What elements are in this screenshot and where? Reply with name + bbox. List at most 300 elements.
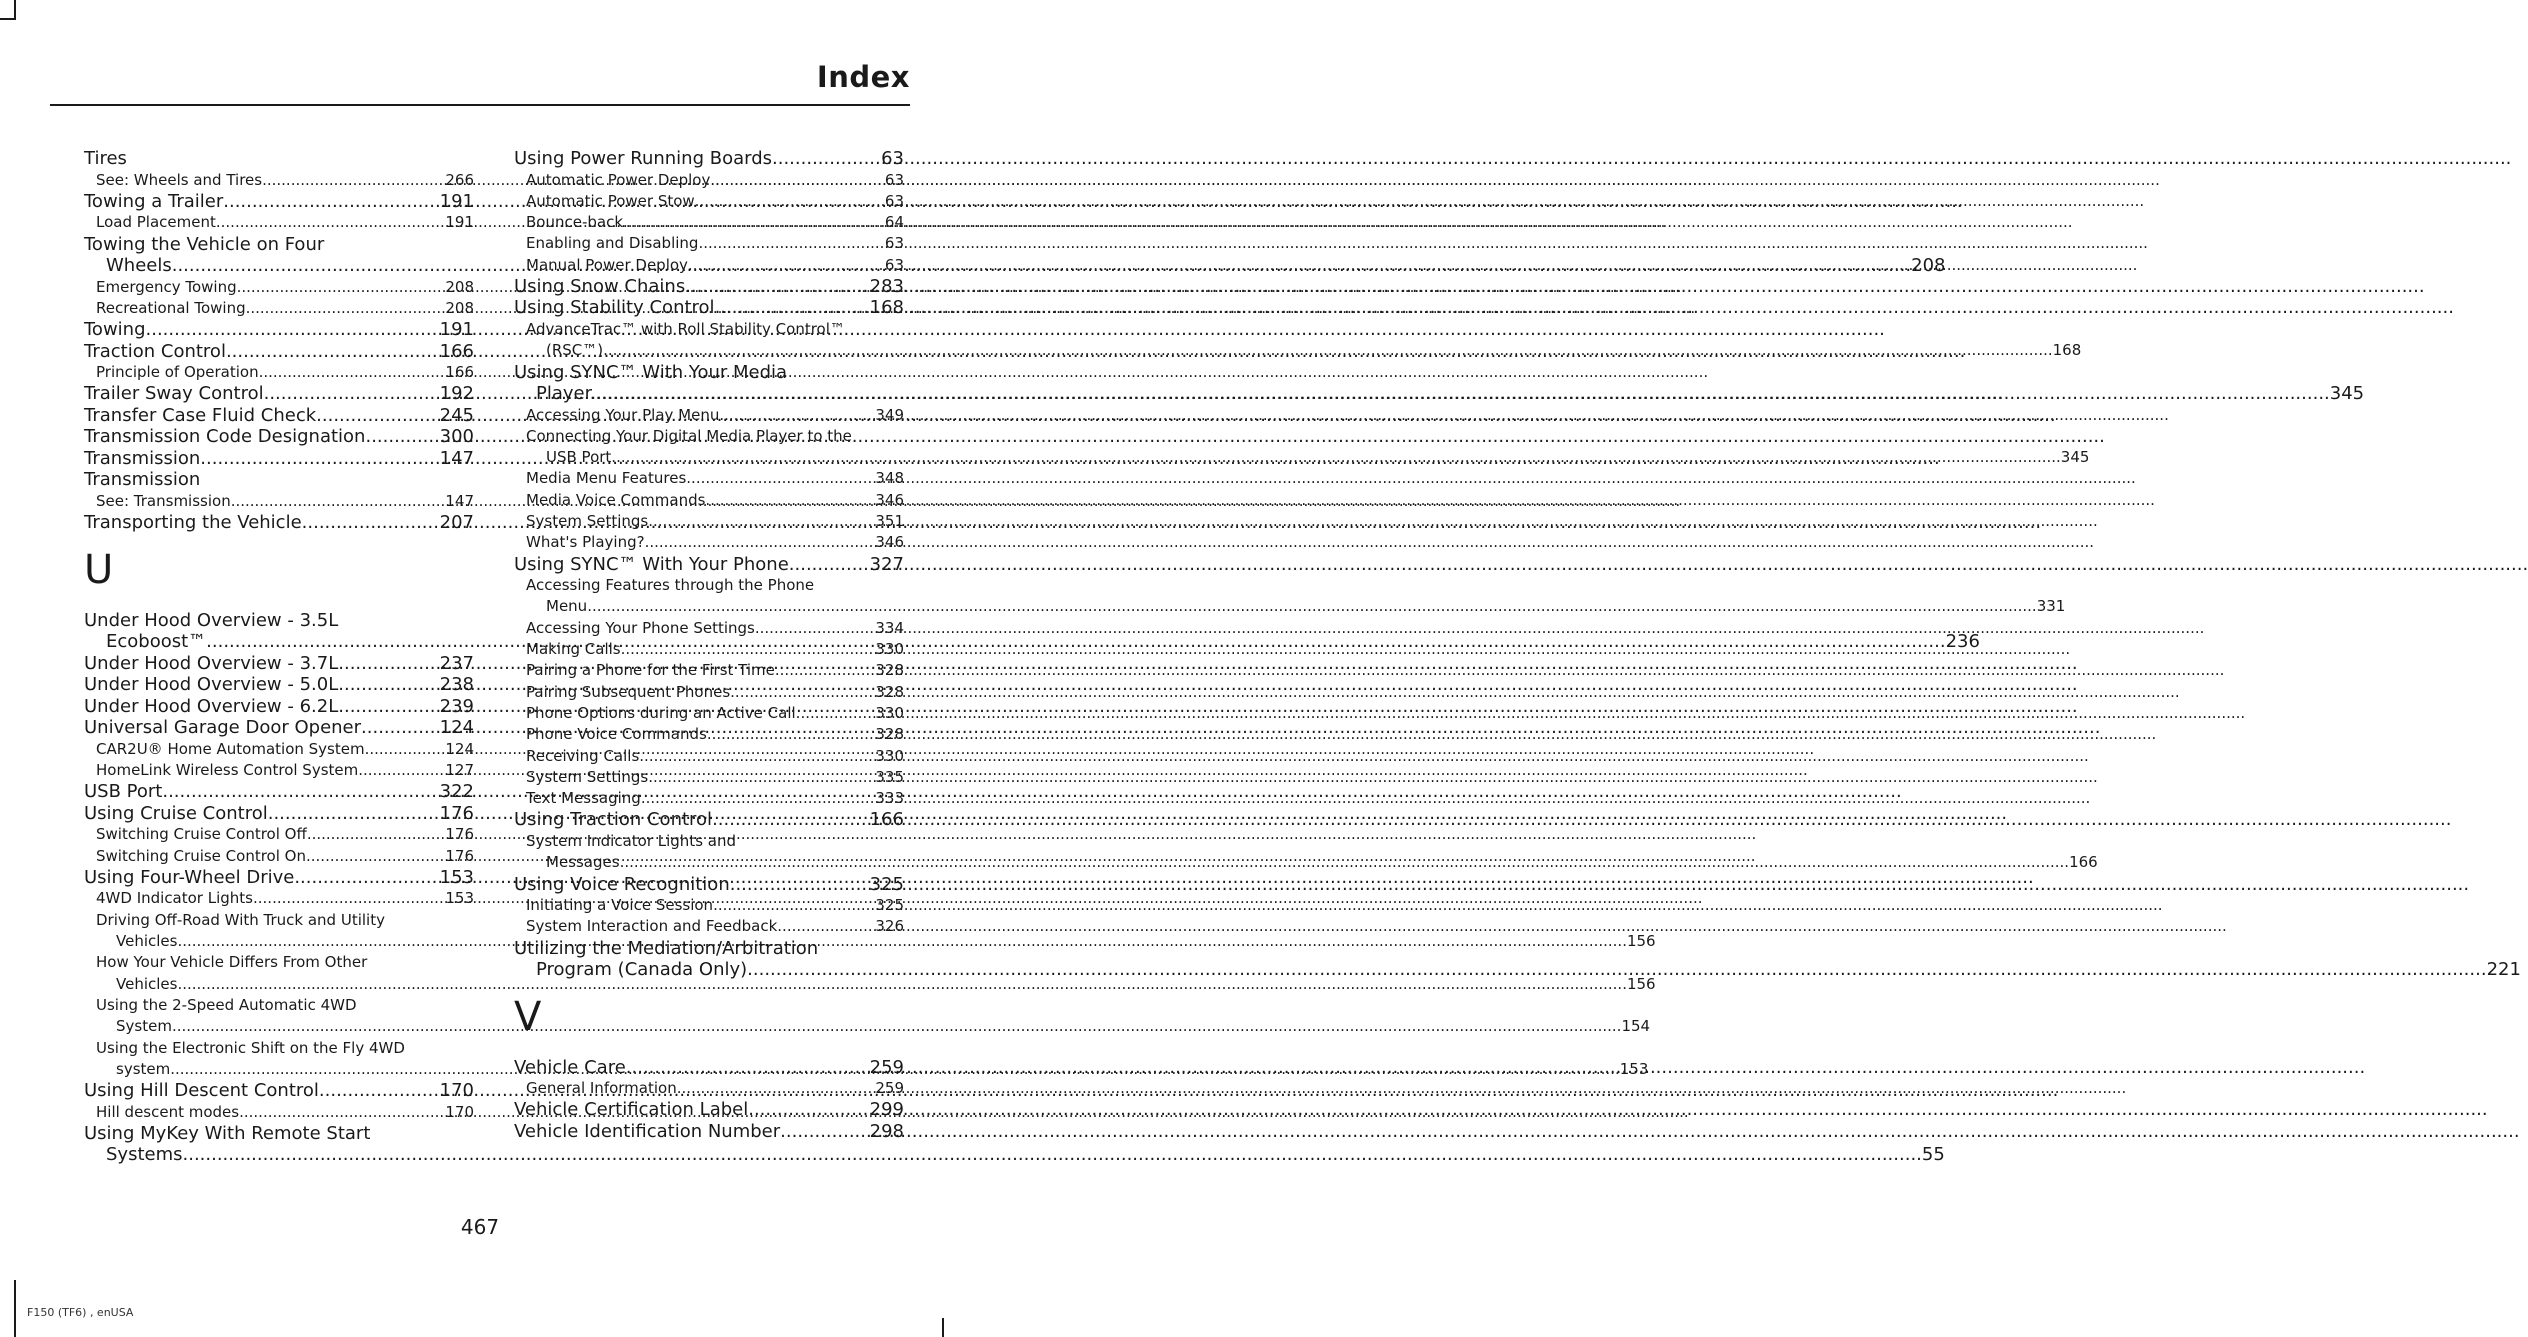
entry-page-number: 147	[439, 447, 474, 469]
leader-dots	[365, 426, 439, 448]
leader-dots	[620, 853, 2070, 871]
index-subentry[interactable]	[514, 767, 904, 788]
leader-dots	[639, 746, 875, 767]
entry-page-number: 351	[875, 512, 904, 531]
entry-text: Load Placement	[96, 213, 216, 232]
entry-text: Principle of Operation	[96, 363, 259, 382]
entry-text: Wheels	[106, 255, 172, 277]
entry-text: Transmission Code Designation	[84, 426, 366, 448]
entry-page-number: 156	[1626, 932, 1656, 951]
leader-dots	[338, 696, 439, 718]
entry-page-number: 330	[875, 703, 904, 722]
entry-text: Using SYNC™ With Your Media	[514, 361, 788, 383]
index-subentry[interactable]	[514, 724, 904, 745]
index-entry[interactable]	[514, 809, 904, 831]
leader-dots	[183, 1144, 1922, 1165]
entry-page-number: 156	[1626, 974, 1656, 993]
entry-text: CAR2U® Home Automation System	[96, 739, 365, 758]
entry-page-number: 208	[1911, 255, 1946, 277]
entry-text: Receiving Calls	[526, 746, 640, 765]
index-subentry[interactable]	[514, 170, 904, 191]
entry-text: AdvanceTrac™ with Roll Stability Control™	[526, 319, 845, 338]
leader-dots	[747, 959, 2486, 980]
entry-text: USB Port	[546, 448, 612, 467]
leader-dots	[777, 916, 875, 937]
entry-text: Transporting the Vehicle	[84, 512, 302, 534]
entry-text: 4WD Indicator Lights	[96, 889, 253, 908]
index-entry[interactable]	[84, 781, 474, 803]
leader-dots	[365, 739, 446, 760]
index-subentry[interactable]	[514, 212, 904, 233]
section-letter: V	[514, 993, 542, 1040]
leader-dots	[358, 760, 445, 781]
crop-mark-top-left-h	[0, 18, 16, 20]
index-entry[interactable]	[84, 674, 474, 696]
leader-dots	[641, 788, 876, 809]
entry-page-number: 346	[875, 490, 904, 509]
entry-text: System	[116, 1017, 172, 1036]
entry-page-number: 64	[884, 213, 904, 232]
index-subentry[interactable]	[514, 639, 904, 660]
entry-page-number: 176	[445, 825, 474, 844]
entry-text: Using MyKey With Remote Start	[84, 1122, 371, 1144]
leader-dots	[712, 809, 870, 831]
entry-page-number: 333	[875, 789, 904, 808]
index-subentry[interactable]	[84, 824, 474, 845]
entry-text: Recreational Towing	[96, 298, 246, 317]
entry-text: HomeLink Wireless Control System	[96, 761, 359, 780]
entry-page-number: 208	[445, 277, 474, 296]
leader-dots	[246, 298, 446, 319]
entry-text: Accessing Your Play Menu	[526, 405, 720, 424]
entry-page-number: 166	[445, 363, 474, 382]
leader-dots	[730, 874, 870, 896]
index-entry[interactable]	[84, 448, 474, 470]
entry-text: Phone Options during an Active Call	[526, 703, 796, 722]
entry-text: System Settings	[526, 512, 649, 531]
entry-text: General Information	[526, 1079, 677, 1098]
index-heading: Transmission	[84, 469, 201, 491]
entry-page-number: 349	[875, 405, 904, 424]
index-subentry[interactable]	[514, 191, 904, 212]
entry-page-number: 147	[445, 491, 474, 510]
leader-dots	[239, 1102, 445, 1123]
leader-dots	[223, 191, 439, 213]
crop-mark-bottom-right-v	[942, 1318, 944, 1337]
entry-text: Trailer Sway Control	[84, 383, 264, 405]
entry-page-number: 299	[869, 1099, 904, 1121]
entry-page-number: 221	[2486, 959, 2521, 981]
entry-text: Ecoboost™	[106, 631, 207, 653]
index-subentry[interactable]	[514, 895, 904, 916]
leader-dots	[775, 660, 875, 681]
index-entry[interactable]	[84, 696, 474, 718]
index-subentry[interactable]	[514, 1078, 904, 1099]
entry-page-number: 325	[875, 896, 904, 915]
entry-page-number: 245	[439, 404, 474, 426]
entry-page-number: 345	[2060, 448, 2090, 467]
entry-text: Under Hood Overview - 3.5L	[84, 609, 339, 631]
entry-text: Using Voice Recognition	[514, 873, 730, 895]
index-entry[interactable]	[84, 1080, 474, 1102]
entry-page-number: 236	[1945, 631, 1980, 653]
entry-page-number: 207	[439, 512, 474, 534]
entry-page-number: 239	[439, 695, 474, 717]
entry-text: system	[116, 1059, 171, 1078]
entry-page-number: 63	[884, 255, 904, 274]
index-subentry[interactable]	[84, 846, 474, 867]
entry-text: Under Hood Overview - 3.7L	[84, 652, 339, 674]
entry-text: Making Calls	[526, 640, 621, 659]
index-subentry[interactable]	[514, 575, 2066, 618]
entry-page-number: 326	[875, 917, 904, 936]
entry-page-number: 328	[875, 682, 904, 701]
entry-text: Connecting Your Digital Media Player to the	[526, 426, 852, 445]
entry-text: See: Transmission	[96, 491, 231, 510]
index-entry[interactable]	[514, 554, 904, 576]
entry-text: Using Snow Chains	[514, 275, 686, 297]
leader-dots	[253, 888, 445, 909]
entry-page-number: 322	[439, 781, 474, 803]
entry-page-number: 176	[445, 846, 474, 865]
entry-text: Pairing Subsequent Phones	[526, 682, 731, 701]
entry-text: Using Stability Control	[514, 297, 715, 319]
index-subentry[interactable]	[514, 532, 904, 553]
entry-page-number: 300	[439, 426, 474, 448]
entry-page-number: 191	[445, 213, 474, 232]
entry-page-number: 330	[875, 746, 904, 765]
leader-dots	[611, 448, 2061, 466]
entry-text: Traction Control	[84, 340, 226, 362]
entry-page-number: 124	[439, 717, 474, 739]
entry-text: Systems	[106, 1144, 183, 1166]
entry-text: Transmission	[84, 447, 201, 469]
entry-page-number: 266	[445, 170, 474, 189]
leader-dots	[695, 191, 885, 212]
entry-page-number: 153	[445, 889, 474, 908]
index-entry[interactable]	[514, 276, 904, 298]
entry-page-number: 63	[884, 191, 904, 210]
entry-text: System Indicator Lights and	[526, 831, 736, 850]
index-subentry[interactable]	[84, 277, 474, 298]
leader-dots	[226, 341, 440, 363]
footer-doc-id: F150 (TF6) , enUSA	[27, 1306, 134, 1319]
leader-dots	[713, 895, 875, 916]
entry-page-number: 237	[439, 652, 474, 674]
index-subentry[interactable]	[84, 170, 474, 191]
leader-dots	[730, 682, 875, 703]
leader-dots	[789, 554, 870, 576]
entry-text: Initiating a Voice Session	[526, 896, 714, 915]
entry-text: Using Cruise Control	[84, 802, 268, 824]
index-subentry[interactable]	[514, 660, 904, 681]
leader-dots	[338, 674, 439, 696]
entry-page-number: 63	[884, 234, 904, 253]
entry-text: Using the 2-Speed Automatic 4WD	[96, 995, 357, 1014]
entry-page-number: 166	[2069, 853, 2098, 872]
leader-dots	[259, 362, 446, 383]
entry-page-number: 63	[881, 148, 904, 169]
leader-dots	[338, 653, 439, 675]
index-entry[interactable]	[84, 405, 474, 427]
leader-dots	[200, 448, 439, 470]
entry-page-number: 345	[2329, 383, 2365, 405]
entry-text: System Settings	[526, 767, 649, 786]
entry-page-number: 127	[445, 761, 474, 780]
index-subentry[interactable]	[514, 618, 904, 639]
index-subentry[interactable]	[514, 831, 2098, 874]
entry-text: Under Hood Overview - 5.0L	[84, 674, 339, 696]
index-subentry[interactable]	[514, 916, 904, 937]
leader-dots	[262, 170, 445, 191]
entry-page-number: 346	[875, 533, 904, 552]
index-entry[interactable]	[84, 717, 474, 739]
entry-text: Switching Cruise Control Off	[96, 825, 307, 844]
index-subentry[interactable]	[514, 426, 2090, 469]
leader-dots	[707, 724, 876, 745]
entry-text: Vehicles	[116, 932, 178, 951]
index-subentry[interactable]	[84, 739, 474, 760]
leader-dots	[715, 297, 870, 319]
entry-text: Using SYNC™ With Your Phone	[514, 553, 789, 575]
entry-page-number: 166	[869, 809, 904, 831]
leader-dots	[626, 1057, 870, 1079]
entry-text: Accessing Your Phone Settings	[526, 618, 755, 637]
index-heading: Tires	[84, 148, 127, 169]
entry-text: Player	[536, 383, 591, 405]
leader-dots	[162, 781, 439, 803]
entry-text: Using Power Running Boards	[514, 148, 773, 169]
entry-text: See: Wheels and Tires	[96, 170, 263, 189]
entry-text: Vehicles	[116, 974, 178, 993]
index-entry[interactable]	[514, 874, 904, 896]
leader-dots	[590, 383, 2329, 404]
entry-text: Automatic Power Deploy	[526, 170, 711, 189]
entry-page-number: 334	[875, 618, 904, 637]
leader-dots	[719, 405, 875, 426]
index-subentry[interactable]	[514, 319, 2082, 362]
entry-page-number: 208	[445, 298, 474, 317]
entry-text: Vehicle Identification Number	[514, 1120, 781, 1142]
index-entry[interactable]	[84, 191, 474, 213]
page-title: Index	[816, 60, 910, 94]
crop-mark-bottom-left-v	[14, 1280, 16, 1337]
index-subentry[interactable]	[514, 255, 904, 276]
leader-dots	[294, 867, 439, 889]
entry-text: Using the Electronic Shift on the Fly 4WD	[96, 1038, 405, 1057]
leader-dots	[623, 212, 885, 233]
index-entry[interactable]	[84, 653, 474, 675]
leader-dots	[316, 405, 439, 427]
entry-text: Program (Canada Only)	[536, 959, 748, 981]
entry-text: Accessing Features through the Phone	[526, 576, 815, 595]
index-entry[interactable]	[84, 867, 474, 889]
entry-page-number: 327	[869, 553, 904, 575]
entry-page-number: 259	[869, 1056, 904, 1078]
entry-text: Text Messaging	[526, 789, 641, 808]
index-entry[interactable]	[84, 383, 474, 405]
entry-text: System Interaction and Feedback	[526, 917, 778, 936]
entry-text: Manual Power Deploy	[526, 255, 688, 274]
leader-dots	[748, 1099, 869, 1121]
index-entry[interactable]	[514, 361, 2365, 405]
entry-page-number: 170	[445, 1102, 474, 1121]
index-entry[interactable]	[514, 148, 904, 170]
leader-dots	[307, 824, 446, 845]
entry-text: Towing a Trailer	[84, 190, 224, 212]
index-subentry[interactable]	[84, 491, 474, 512]
entry-page-number: 259	[875, 1079, 904, 1098]
leader-dots	[755, 618, 875, 639]
leader-dots	[796, 703, 876, 724]
header-rule	[50, 104, 910, 106]
leader-dots	[146, 319, 440, 341]
leader-dots	[231, 491, 446, 512]
entry-text: Messages	[546, 853, 620, 872]
index-subentry[interactable]	[84, 995, 1651, 1038]
entry-page-number: 153	[1619, 1059, 1649, 1078]
entry-text: Enabling and Disabling	[526, 234, 699, 253]
entry-page-number: 176	[439, 802, 474, 824]
leader-dots	[621, 639, 876, 660]
entry-page-number: 124	[445, 739, 474, 758]
index-entry[interactable]	[84, 512, 474, 534]
entry-text: Media Voice Commands	[526, 490, 706, 509]
index-subentry[interactable]	[84, 298, 474, 319]
leader-dots	[648, 767, 875, 788]
index-entry[interactable]	[514, 1121, 904, 1143]
index-subentry[interactable]	[514, 233, 904, 254]
index-subentry[interactable]	[84, 760, 474, 781]
entry-text: Automatic Power Stow	[526, 191, 695, 210]
leader-dots	[302, 512, 440, 534]
index-subentry[interactable]	[514, 405, 904, 426]
entry-text: Emergency Towing	[96, 277, 237, 296]
leader-dots	[685, 276, 869, 298]
entry-page-number: 55	[1921, 1144, 1945, 1166]
entry-page-number: 170	[439, 1080, 474, 1102]
leader-dots	[361, 717, 440, 739]
leader-dots	[686, 468, 875, 489]
index-subentry[interactable]	[84, 212, 474, 233]
entry-page-number: 153	[439, 866, 474, 888]
entry-page-number: 192	[439, 383, 474, 405]
leader-dots	[587, 597, 2037, 615]
leader-dots	[603, 341, 2053, 359]
leader-dots	[645, 532, 876, 553]
index-entry[interactable]	[514, 1099, 904, 1121]
index-subentry[interactable]	[514, 682, 904, 703]
index-subentry[interactable]	[514, 490, 904, 511]
index-entry[interactable]	[84, 341, 474, 363]
entry-text: How Your Vehicle Differs From Other	[96, 953, 368, 972]
entry-text: Universal Garage Door Opener	[84, 717, 362, 739]
index-subentry[interactable]	[84, 888, 474, 909]
entry-text: USB Port	[84, 781, 163, 803]
entry-text: Transfer Case Fluid Check	[84, 404, 317, 426]
index-entry[interactable]	[84, 426, 474, 448]
leader-dots	[677, 1078, 876, 1099]
leader-dots	[688, 255, 885, 276]
leader-dots	[319, 1080, 440, 1102]
entry-text: Vehicle Care	[514, 1056, 626, 1078]
index-entry[interactable]	[514, 297, 904, 319]
entry-page-number: 191	[439, 319, 474, 341]
entry-page-number: 166	[439, 340, 474, 362]
entry-page-number: 330	[875, 640, 904, 659]
leader-dots	[264, 383, 440, 405]
index-subentry[interactable]	[514, 511, 904, 532]
entry-text: Pairing a Phone for the First Time	[526, 661, 775, 680]
entry-page-number: 168	[2052, 341, 2082, 360]
crop-mark-top-left-v	[14, 0, 16, 20]
page-number: 467	[460, 1215, 500, 1239]
index-subentry[interactable]	[514, 703, 904, 724]
entry-text: What's Playing?	[526, 533, 645, 552]
index-entry[interactable]	[514, 1057, 904, 1079]
entry-page-number: 348	[875, 469, 904, 488]
entry-page-number: 328	[875, 725, 904, 744]
leader-dots	[648, 511, 875, 532]
leader-dots	[710, 170, 885, 191]
entry-page-number: 238	[439, 674, 474, 696]
entry-text: Menu	[546, 597, 588, 616]
entry-page-number: 283	[869, 275, 904, 297]
index-entry[interactable]	[84, 803, 474, 825]
entry-page-number: 328	[875, 661, 904, 680]
leader-dots	[306, 846, 445, 867]
entry-text: Towing	[84, 319, 146, 341]
index-subentry[interactable]	[514, 746, 904, 767]
index-subentry[interactable]	[84, 1102, 474, 1123]
entry-page-number: 331	[2036, 597, 2066, 616]
index-subentry[interactable]	[514, 468, 904, 489]
leader-dots	[237, 277, 446, 298]
entry-page-number: 63	[884, 170, 904, 189]
index-entry[interactable]	[84, 319, 474, 341]
entry-text: Phone Voice Commands	[526, 725, 707, 744]
entry-text: Vehicle Certification Label	[514, 1099, 749, 1121]
entry-text: Utilizing the Mediation/Arbitration	[514, 937, 819, 959]
entry-page-number: 298	[869, 1120, 904, 1142]
section-letter: U	[84, 546, 114, 593]
entry-text: Bounce-back	[526, 213, 624, 232]
entry-page-number: 191	[439, 190, 474, 212]
index-subentry[interactable]	[514, 788, 904, 809]
leader-dots	[216, 212, 445, 233]
entry-text: Media Menu Features	[526, 469, 687, 488]
leader-dots	[268, 803, 440, 825]
leader-dots	[705, 490, 875, 511]
entry-text: Using Hill Descent Control	[84, 1080, 319, 1102]
entry-text: Using Traction Control	[514, 809, 713, 831]
entry-text: Driving Off-Road With Truck and Utility	[96, 910, 385, 929]
index-subentry[interactable]	[84, 362, 474, 383]
entry-text: (RSC™)	[546, 341, 604, 360]
entry-page-number: 168	[869, 297, 904, 319]
leader-dots	[772, 148, 881, 170]
entry-text: Switching Cruise Control On	[96, 846, 306, 865]
entry-text: Using Four-Wheel Drive	[84, 866, 295, 888]
leader-dots	[780, 1121, 869, 1143]
entry-text: Under Hood Overview - 6.2L	[84, 695, 339, 717]
entry-page-number: 335	[875, 767, 904, 786]
entry-page-number: 325	[869, 873, 904, 895]
entry-text: Towing the Vehicle on Four	[84, 233, 325, 255]
leader-dots	[698, 233, 884, 254]
entry-text: Hill descent modes	[96, 1102, 240, 1121]
entry-page-number: 154	[1621, 1017, 1651, 1036]
